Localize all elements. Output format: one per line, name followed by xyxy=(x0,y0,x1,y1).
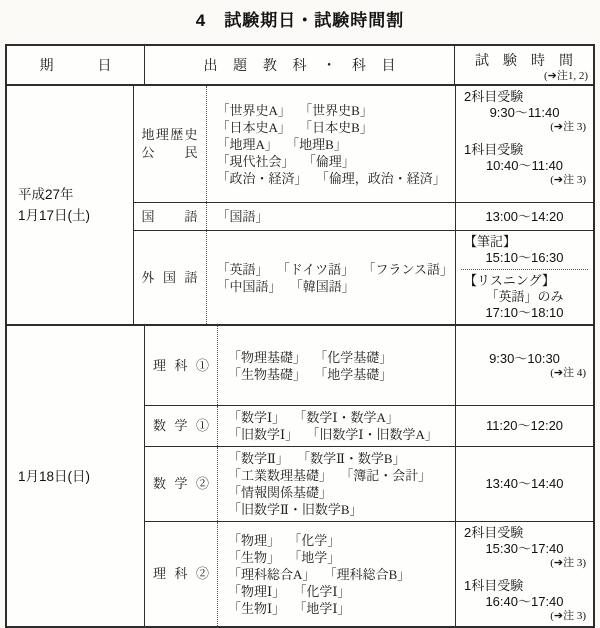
subject-line: 「中国語」 「韓国語」 xyxy=(216,278,355,294)
time-note: (➔注 3) xyxy=(550,174,586,186)
subject-line: 「生物」 「地学」 xyxy=(228,549,341,565)
time-block xyxy=(461,234,588,266)
time-cell xyxy=(455,86,593,202)
time-block xyxy=(461,525,588,623)
subject-line: 「理科総合A」 「理科総合B」 xyxy=(228,566,411,582)
time-line: 2科目受験 xyxy=(464,89,524,104)
row-foreign-language xyxy=(134,231,593,324)
subjects-cell xyxy=(218,522,455,626)
row-japanese xyxy=(134,203,593,231)
time-line: 【リスニング】 xyxy=(464,273,555,288)
header-time-note: (➔注1, 2) xyxy=(543,69,588,82)
time-line: 15:10～16:30 xyxy=(485,250,564,265)
time-line: 13:00～14:20 xyxy=(485,208,564,224)
time-line: 2科目受験 xyxy=(464,525,524,540)
row-math-1 xyxy=(145,406,593,447)
time-line: 16:40～17:40 xyxy=(485,594,564,609)
header-subjects-label: 出 題 教 科 ・ 科 目 xyxy=(203,59,396,74)
time-note: (➔注 3) xyxy=(550,557,586,569)
subject-line: 「政治・経済」 「倫理，政治・経済」 xyxy=(216,170,446,186)
category-label: 理 科 ② xyxy=(153,566,209,581)
time-line: 「英語」のみ xyxy=(485,289,564,304)
row-science-1 xyxy=(145,326,593,406)
header-time xyxy=(455,46,593,84)
category-label: 理 科 ① xyxy=(153,357,209,373)
row-geography-history-civics xyxy=(134,86,593,203)
exam-table xyxy=(5,44,595,628)
time-block xyxy=(461,418,588,434)
time-line: 1科目受験 xyxy=(464,142,524,157)
subject-line: 「国語」 xyxy=(216,209,269,224)
subject-line: 「生物基礎」 「地学基礎」 xyxy=(228,366,393,382)
header-date xyxy=(7,46,145,84)
subject-line: 「地理A」 「地理B」 xyxy=(216,136,347,152)
subject-line: 「英語」 「ドイツ語」 「フランス語」 xyxy=(216,261,453,277)
time-line: 10:40～11:40 xyxy=(485,158,564,173)
subjects-cell xyxy=(218,406,455,446)
row-science-2 xyxy=(145,522,593,626)
time-line: 17:10～18:10 xyxy=(485,305,564,320)
subject-line: 「旧数学Ⅰ」 「旧数学Ⅰ・旧数学A」 xyxy=(228,427,438,442)
category-cell xyxy=(145,406,218,446)
time-block xyxy=(461,351,588,380)
page xyxy=(0,6,600,626)
subject-line: 「工業数理基礎」 「簿記・会計」 xyxy=(228,468,432,483)
subject-line: 「物理Ⅰ」 「化学Ⅰ」 xyxy=(228,583,351,599)
subjects-cell xyxy=(218,326,455,405)
time-block xyxy=(461,209,588,225)
subjects-cell xyxy=(207,231,455,324)
subject-line: 「物理」 「化学」 xyxy=(228,532,341,548)
time-line: 15:30～17:40 xyxy=(485,541,564,556)
time-note: (➔注 3) xyxy=(550,610,586,622)
subject-line: 「物理基礎」 「化学基礎」 xyxy=(228,349,393,365)
time-cell xyxy=(455,522,593,626)
time-block xyxy=(461,89,588,187)
time-cell xyxy=(455,203,593,230)
date-line: 1月18日(日) xyxy=(18,468,91,484)
category-label: 数 学 ① xyxy=(153,418,209,433)
time-note: (➔注 3) xyxy=(550,121,586,133)
subject-line: 「日本史A」 「日本史B」 xyxy=(216,119,373,135)
subject-line: 「生物Ⅰ」 「地学Ⅰ」 xyxy=(228,600,351,616)
table-header xyxy=(7,46,593,86)
date-line: 1月17日(土) xyxy=(18,208,91,223)
date-cell xyxy=(7,326,145,626)
rows-jan-17 xyxy=(134,86,593,324)
row-math-2 xyxy=(145,447,593,522)
header-time-label xyxy=(460,50,588,70)
section-jan-17 xyxy=(7,86,593,326)
subject-line: 「現代社会」 「倫理」 xyxy=(216,153,355,169)
category-cell xyxy=(145,522,218,626)
category-label: 公 民 xyxy=(141,145,198,160)
category-cell xyxy=(134,203,207,230)
time-cell xyxy=(455,406,593,446)
time-line: 13:40～14:40 xyxy=(485,476,564,491)
time-line: 9:30～10:30 xyxy=(489,351,560,366)
time-block xyxy=(461,269,588,321)
rows-jan-18 xyxy=(145,326,593,626)
subject-line: 「世界史A」 「世界史B」 xyxy=(216,102,373,118)
page-title: 4 試験期日・試験時間割 xyxy=(195,11,405,30)
category-label: 国 語 xyxy=(141,208,198,224)
category-cell xyxy=(145,447,218,521)
subjects-cell xyxy=(218,447,455,521)
subjects-cell xyxy=(207,86,455,202)
time-block xyxy=(461,476,588,492)
subject-line: 「情報関係基礎」 xyxy=(228,485,333,500)
time-line: 11:20～12:20 xyxy=(485,418,564,433)
time-line: 1科目受験 xyxy=(464,578,524,593)
category-label: 外 国 語 xyxy=(141,269,198,285)
header-subjects xyxy=(145,46,455,84)
subject-line: 「数学Ⅱ」 「数学Ⅱ・数学B」 xyxy=(228,451,406,466)
subjects-cell xyxy=(207,203,455,230)
category-cell xyxy=(134,86,207,202)
date-cell xyxy=(7,86,134,324)
category-cell xyxy=(134,231,207,324)
section-jan-18 xyxy=(7,326,593,626)
time-cell xyxy=(455,231,593,324)
category-label: 数 学 ② xyxy=(153,476,209,491)
time-note: (➔注 4) xyxy=(550,367,586,379)
time-line: 【筆記】 xyxy=(464,234,517,249)
category-cell xyxy=(145,326,218,405)
time-cell xyxy=(455,326,593,405)
time-cell xyxy=(455,447,593,521)
header-time-text: 試 験 時 間 xyxy=(475,53,573,69)
subject-line: 「旧数学Ⅱ・旧数学B」 xyxy=(228,502,363,517)
subject-line: 「数学Ⅰ」 「数学Ⅰ・数学A」 xyxy=(228,410,399,425)
category-label: 地理歴史 xyxy=(141,127,198,142)
time-line: 9:30～11:40 xyxy=(489,105,560,120)
date-line: 平成27年 xyxy=(18,187,74,202)
header-date-label: 期 日 xyxy=(39,59,112,74)
